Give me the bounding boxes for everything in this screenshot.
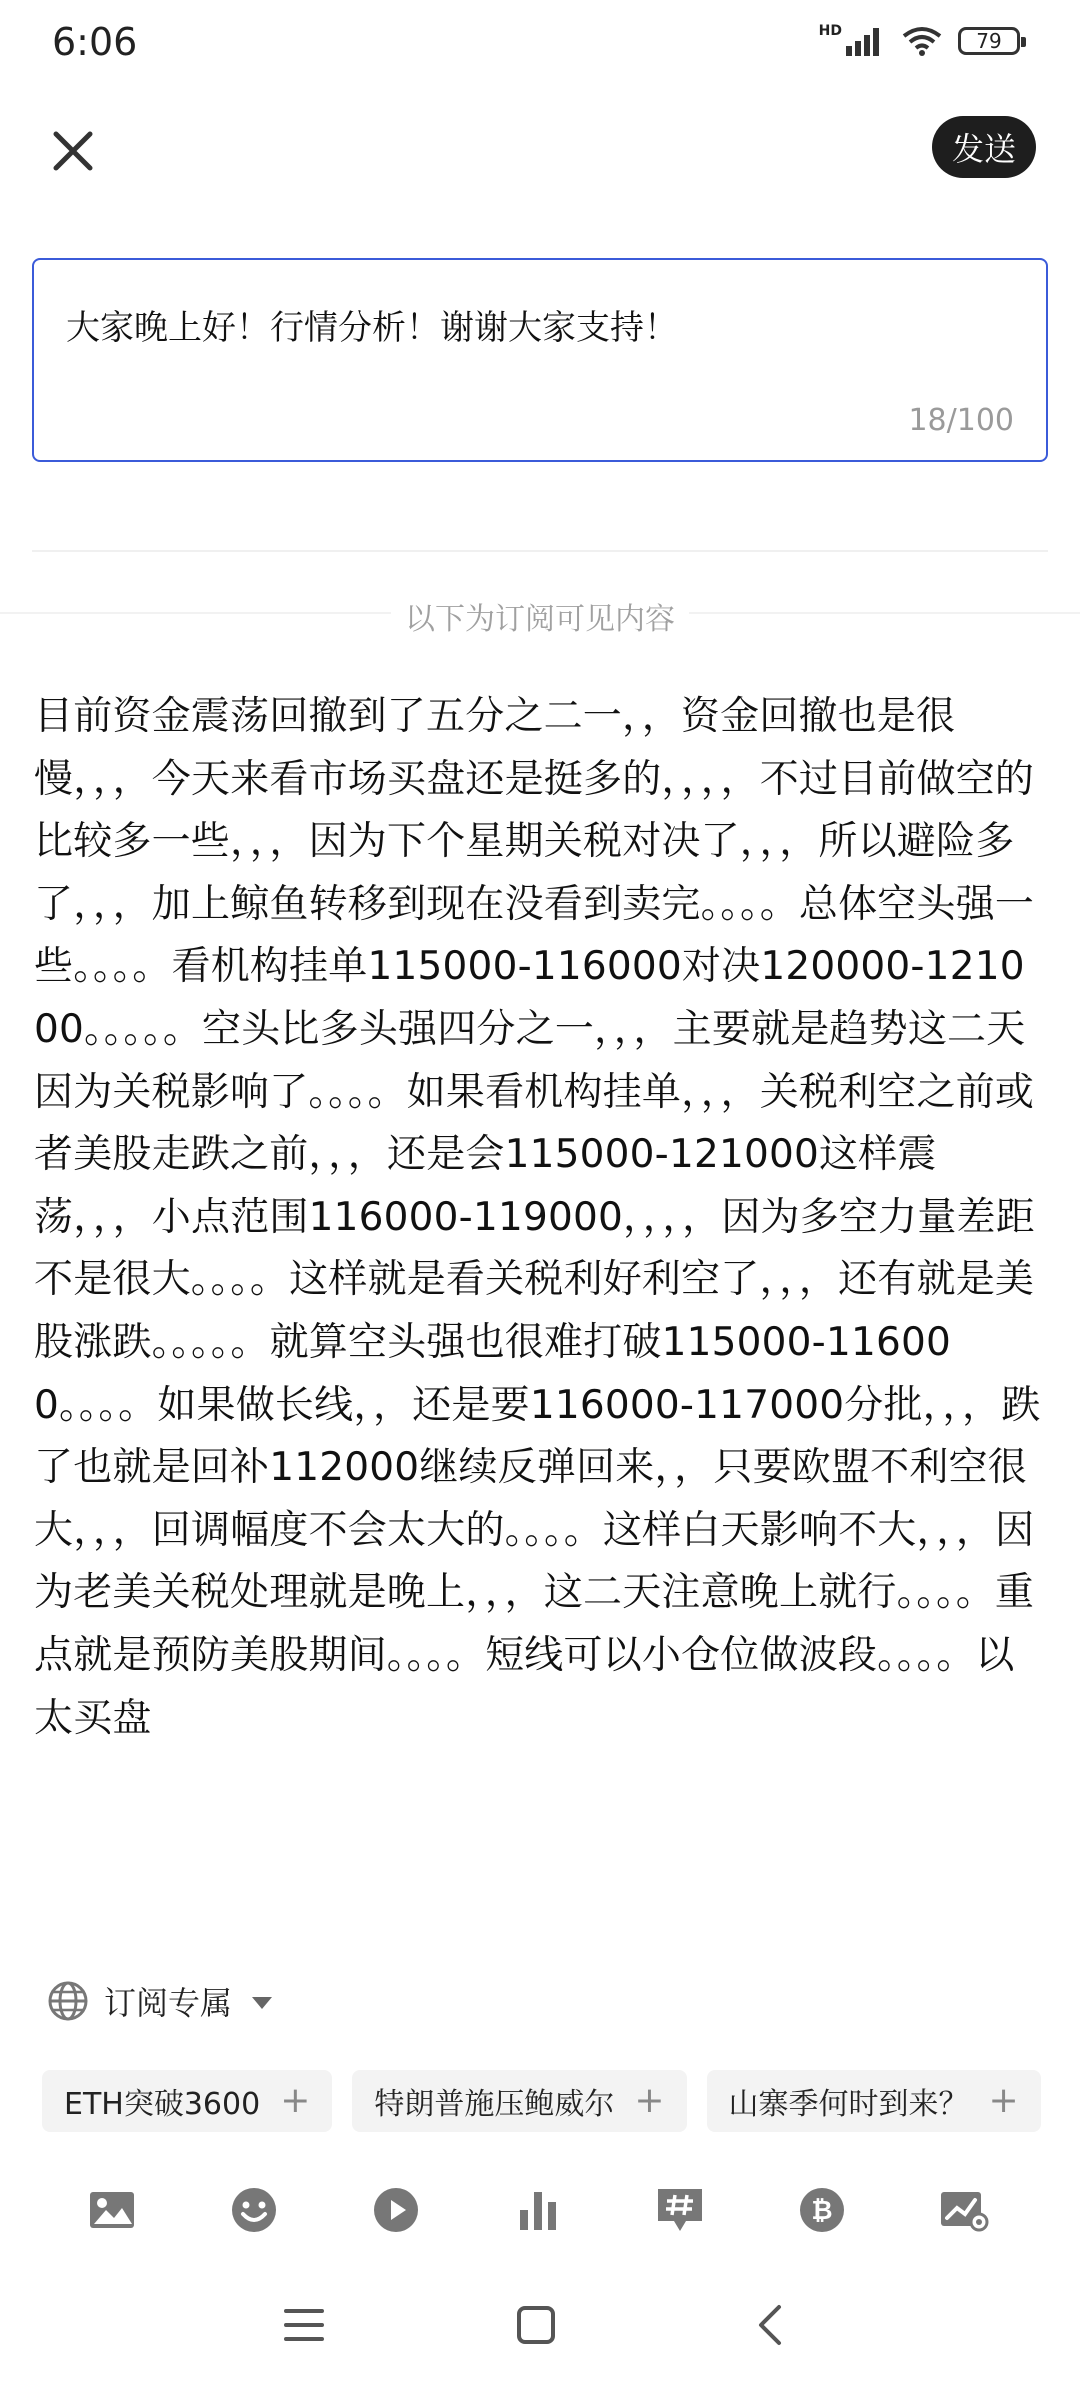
character-counter: 18/100: [908, 403, 1014, 438]
trend-icon[interactable]: [924, 2170, 1004, 2250]
visibility-selector[interactable]: [46, 1978, 272, 2024]
plus-icon: +: [634, 2080, 665, 2121]
subscription-divider-label: 以下为订阅可见内容: [391, 602, 689, 637]
send-button[interactable]: 发送: [932, 116, 1036, 178]
back-icon[interactable]: [740, 2295, 800, 2355]
status-bar: [0, 0, 1080, 90]
plus-icon: +: [988, 2080, 1019, 2121]
chevron-down-icon: [252, 1997, 272, 2009]
visibility-label: 订阅专属: [104, 1984, 233, 2022]
subscription-divider: [0, 594, 1080, 638]
close-icon[interactable]: [50, 128, 96, 174]
status-icons: [818, 23, 1020, 56]
topic-tag-label: 特朗普施压鲍威尔: [374, 2087, 615, 2122]
home-icon[interactable]: [506, 2295, 566, 2355]
bitcoin-icon[interactable]: [782, 2170, 862, 2250]
title-input[interactable]: [32, 258, 1048, 462]
topic-tags: [42, 2070, 1042, 2132]
video-icon[interactable]: [356, 2170, 436, 2250]
topic-tag[interactable]: [352, 2070, 686, 2132]
hashtag-icon[interactable]: [640, 2170, 720, 2250]
chart-icon[interactable]: [498, 2170, 578, 2250]
plus-icon: +: [280, 2080, 311, 2121]
wifi-icon: [902, 26, 942, 56]
image-icon[interactable]: [72, 2170, 152, 2250]
network-type-label: HD: [818, 23, 842, 39]
topic-tag[interactable]: [42, 2070, 332, 2132]
system-nav-bar: [0, 2285, 1080, 2365]
topic-tag-label: 山寨季何时到来？: [728, 2087, 969, 2122]
post-body-editor[interactable]: 目前资金震荡回撤到了五分之二一，，资金回撤也是很慢，，，今天来看市场买盘还是挺多的，，，，不过目前做空的比较多一些，，，因为下个星期关税对决了，，，所以避险多了，，，加上鲸鱼转移到现在没看到卖完。。。。总体空头强一些。。。。看机构挂单115000-116000对决120000-121000。。。。。空头比多头强四分之一，，，主要就是趋势这二天因为关税影响了。。。。如果看机构挂单，，，关税利空之前或者美股走跌之前，，，还是会115000-121000这样震荡，，，小点范围116000-119000，，，，因为多空力量差距不是很大。。。。这样就是看关税利好利空了，，，还有就是美股涨跌。。。。。就算空头强也很难打破115000-116000。。。。如果做长线，，还是要116000-117000分批，，，跌了也就是回补112000继续反弹回来，，只要欧盟不利空很大，，，回调幅度不会太大的。。。。这样白天影响不大，，，因为老美关税处理就是晚上，，，这二天注意晚上就行。。。。重点就是预防美股期间。。。。短线可以小仓位做波段。。。。以太买盘: [34, 694, 1041, 1741]
topic-tag-label: ETH突破3600: [64, 2087, 261, 2122]
status-time: 6:06: [52, 20, 138, 64]
title-input-value: 大家晚上好！行情分析！谢谢大家支持！: [66, 308, 678, 348]
battery-icon: 79: [958, 27, 1020, 55]
menu-icon[interactable]: [274, 2295, 334, 2355]
svg-text:₿: ₿: [811, 2196, 833, 2226]
editor-toolbar: [0, 2170, 1080, 2250]
divider: [32, 550, 1048, 552]
signal-icon: [846, 26, 886, 56]
topic-tag[interactable]: [707, 2070, 1041, 2132]
globe-icon: [46, 1979, 90, 2023]
emoji-icon[interactable]: [214, 2170, 294, 2250]
